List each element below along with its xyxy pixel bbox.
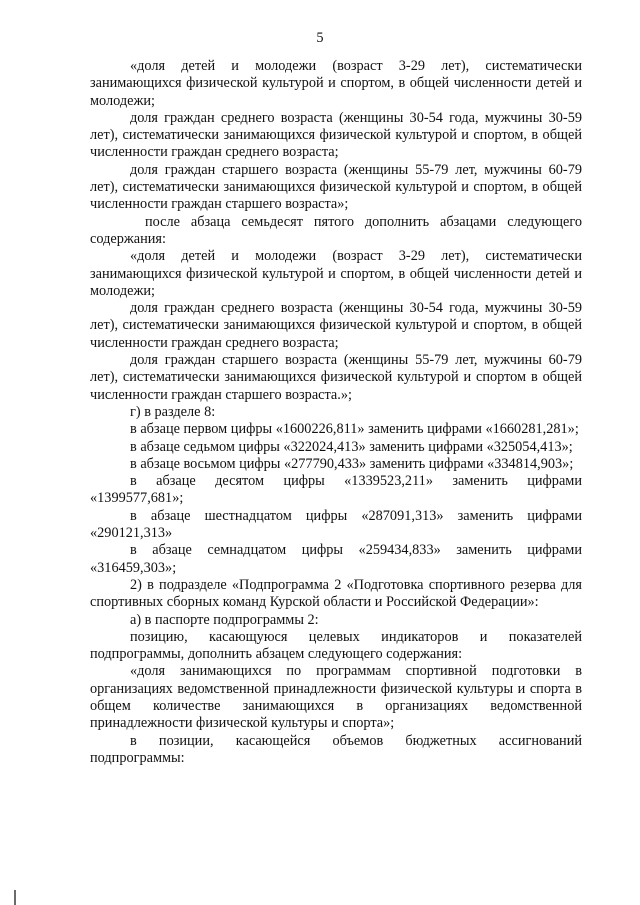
paragraph: после абзаца семьдесят пятого дополнить абзацами следующего содержания: xyxy=(90,213,582,247)
paragraph: в абзаце восьмом цифры «277790,433» заменить цифрами «334814,903»; xyxy=(130,455,574,472)
paragraph: в абзаце десятом цифры «1339523,211» заменить цифрами «1399577,681»; xyxy=(90,473,582,507)
paragraph: позицию, касающуюся целевых индикаторов и показателей подпрограммы, дополнить абзацем следующего содержания: xyxy=(90,628,582,663)
paragraph: 2) в подразделе «Подпрограмма 2 «Подготовка спортивного резерва для спортивных сборных команд Курской области и Российской Федерации»: xyxy=(90,576,582,611)
paragraph: доля граждан среднего возраста (женщины 30-54 года, мужчины 30-59 лет), систематически занимающихся физической культурой и спортом, в общей численности граждан среднего возраста; xyxy=(90,109,582,161)
paragraph: доля граждан старшего возраста (женщины 55-79 лет, мужчины 60-79 лет), систематически занимающихся физической культурой и спортом в общей численности граждан старшего возраста.»; xyxy=(90,352,582,403)
paragraph: в абзаце семнадцатом цифры «259434,833» заменить цифрами «316459,303»; xyxy=(90,542,582,576)
page-number: 5 xyxy=(316,30,324,46)
paragraph: г) в разделе 8: xyxy=(130,403,216,420)
paragraph: а) в паспорте подпрограммы 2: xyxy=(130,611,319,628)
document-body xyxy=(90,58,582,767)
paragraph: в абзаце шестнадцатом цифры «287091,313» заменить цифрами «290121,313» xyxy=(90,507,582,542)
paragraph: в абзаце первом цифры «1600226,811» заменить цифрами «1660281,281»; xyxy=(130,421,579,438)
paragraph: «доля детей и молодежи (возраст 3-29 лет), систематически занимающихся физической культурой и спортом, в общей численности детей и молодежи; xyxy=(90,248,582,299)
paragraph: доля граждан старшего возраста (женщины 55-79 лет, мужчины 60-79 лет), систематически занимающихся физической культурой и спортом, в общей численности граждан старшего возраста»; xyxy=(90,161,582,213)
paragraph: «доля занимающихся по программам спортивной подготовки в организациях ведомственной принадлежности физической культуры и спорта в общем количестве занимающихся в организациях ведомственной принадлежности физической культуры и спорта»; xyxy=(90,663,582,732)
paragraph: доля граждан среднего возраста (женщины 30-54 года, мужчины 30-59 лет), систематически занимающихся физической культурой и спортом, в общей численности граждан среднего возраста; xyxy=(90,300,582,351)
paragraph: в абзаце седьмом цифры «322024,413» заменить цифрами «325054,413»; xyxy=(130,438,573,455)
paragraph: «доля детей и молодежи (возраст 3-29 лет), систематически занимающихся физической культурой и спортом, в общей численности детей и молодежи; xyxy=(90,58,582,109)
scan-edge-mark xyxy=(14,890,16,905)
paragraph: в позиции, касающейся объемов бюджетных ассигнований подпрограммы: xyxy=(90,732,582,766)
